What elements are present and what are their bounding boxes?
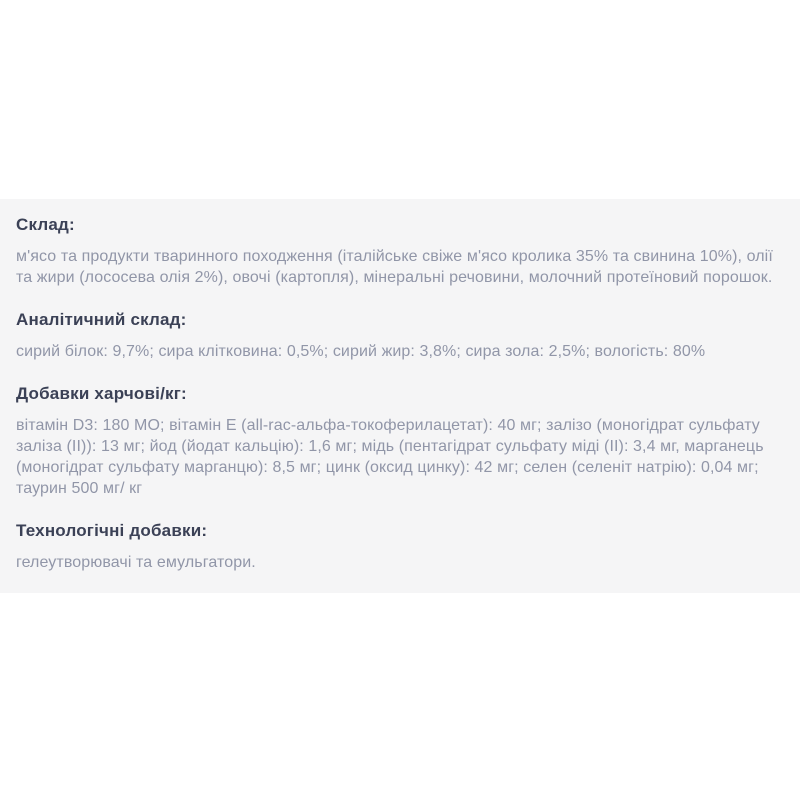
composition-section [16, 215, 784, 288]
nutritional-additives-text: вітамін D3: 180 МО; вітамін E (all-rac-альфа-токоферилацетат): 40 мг; залізо (моногідрат сульфату заліза (II)): 13 мг; йод (йодат кальцію): 1,6 мг; мідь (пентагідрат сульфату міді (II): 3,4 мг, марганець (моногідрат сульфату марганцю): 8,5 мг; цинк (оксид цинку): 42 мг; селен (селеніт натрію): 0,04 мг; таурин 500 мг/ кг [16, 417, 764, 497]
analytical-composition-text: сирий білок: 9,7%; сира клітковина: 0,5%; сирий жир: 3,8%; сира зола: 2,5%; вологість: 80% [16, 343, 706, 360]
product-composition-panel [0, 199, 800, 593]
analytical-composition-heading: Аналітичний склад: [16, 310, 187, 329]
technological-additives-section [16, 521, 784, 573]
analytical-composition-section [16, 310, 784, 362]
nutritional-additives-heading: Добавки харчові/кг: [16, 384, 187, 403]
composition-heading: Склад: [16, 215, 75, 234]
nutritional-additives-section [16, 384, 784, 499]
technological-additives-heading: Технологічні добавки: [16, 521, 208, 540]
technological-additives-text: гелеутворювачі та емульгатори. [16, 554, 256, 571]
composition-text: м'ясо та продукти тваринного походження (італійське свіже м'ясо кролика 35% та свинина 10%), олії та жири (лососева олія 2%), овочі (картопля), мінеральні речовини, молочний протеїновий порошок. [16, 248, 773, 286]
